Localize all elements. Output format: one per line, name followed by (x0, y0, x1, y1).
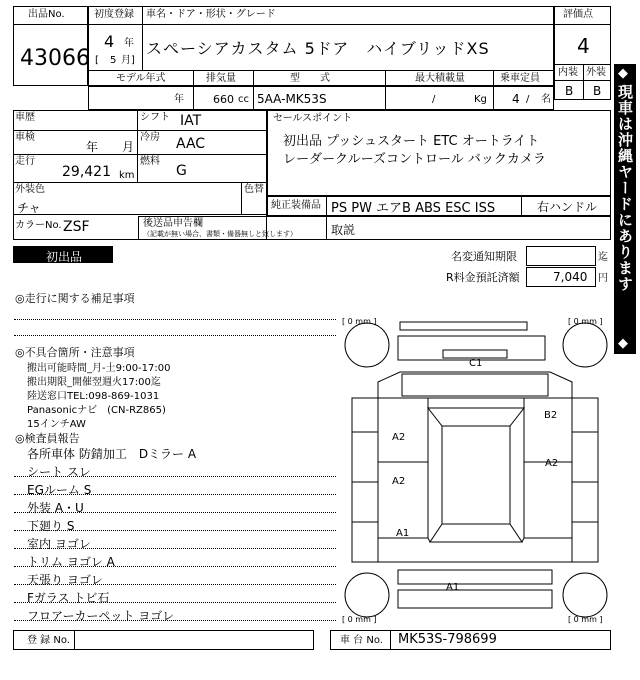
report-line: 各所車体 防錆加工 Dミラー A (27, 447, 197, 461)
damage-mark: C1 (469, 358, 483, 369)
displacement-label: 排気量 (206, 73, 236, 84)
first-reg-month: 5 (110, 55, 117, 66)
salespoint-label: セールスポイント (273, 113, 353, 124)
ac-label: 冷房 (140, 132, 160, 143)
reg-no-label: 登 録 No. (27, 635, 70, 646)
mileage-value: 29,421 (62, 164, 111, 180)
displacement-value: 660 (213, 93, 234, 106)
type-value: 5AA-MK53S (257, 92, 327, 106)
shift-label: シフト (140, 112, 170, 123)
tire-depth-rear-left: [ 0 mm ] (342, 615, 377, 624)
interior-label: 内装 (558, 67, 578, 78)
chassis-label: 車 台 No. (340, 635, 383, 646)
chassis-value: MK53S-798699 (398, 632, 497, 647)
first-listing-label: 初出品 (46, 250, 83, 264)
mileage-unit: km (119, 170, 135, 181)
tire-front-right-icon (563, 323, 607, 367)
damage-mark: A2 (392, 432, 406, 443)
notes-area (13, 287, 340, 630)
aftermarket-label: 後送品申告欄 (143, 218, 203, 229)
ac-value: AAC (176, 136, 206, 152)
damage-mark: A2 (545, 458, 559, 469)
grade-value: 4 (577, 34, 590, 58)
first-reg-year-unit: 年 (124, 38, 134, 49)
recycle-unit: 円 (598, 273, 608, 284)
location-sidebar (614, 64, 636, 354)
handle-value: 右ハンドル (537, 200, 598, 214)
fuel-label: 燃料 (140, 156, 160, 167)
shift-value: IAT (180, 113, 202, 129)
salespoint-line2: レーダークルーズコントロール バックカメラ (283, 152, 546, 167)
tire-rear-left-icon (345, 573, 389, 617)
report-line: EGルーム S (27, 483, 92, 497)
report-line: フロアーカーペット ヨゴレ (27, 609, 175, 623)
load-sep: / (432, 94, 436, 105)
notice-field (526, 246, 596, 266)
first-reg-month-open: [ (95, 55, 99, 66)
history-label: 車歴 (15, 112, 35, 123)
driving-notes-title: ◎走行に関する補足事項 (15, 292, 135, 305)
model-year-unit: 年 (174, 94, 184, 105)
car-diagram (340, 312, 612, 630)
report-line: 外装 A・U (27, 501, 84, 515)
tire-rear-right-icon (563, 573, 607, 617)
mileage-label: 走行 (15, 156, 35, 167)
report-line: 室内 ヨゴレ (27, 537, 91, 551)
exterior-grade: B (593, 84, 602, 98)
inspection-year: 年 (86, 140, 99, 154)
damage-mark: A2 (392, 476, 406, 487)
defect-line: 陸送窓口TEL:098-869-1031 (27, 391, 160, 402)
grade-label: 評価点 (563, 9, 593, 20)
tire-depth-rear-right: [ 0 mm ] (568, 615, 603, 624)
exterior-label: 外装 (586, 67, 606, 78)
type-label: 型 式 (290, 73, 330, 84)
report-line: Fガラス トビ石 (27, 591, 110, 605)
damage-mark: A1 (396, 528, 410, 539)
salespoint-line1: 初出品 プッシュスタート ETC オートライト (283, 134, 540, 149)
capacity-sep: / (526, 94, 530, 105)
inspector-title: ◎検査員報告 (15, 432, 80, 445)
color-change-label: 色替 (244, 184, 264, 195)
aftermarket-value: 取説 (331, 223, 356, 237)
capacity-unit: 名 (541, 94, 551, 105)
recycle-label: R料金預託済額 (446, 271, 520, 284)
fuel-value: G (176, 163, 187, 179)
tire-front-left-icon (345, 323, 389, 367)
equipment-value: PS PW エアB ABS ESC ISS (331, 201, 496, 216)
notice-label: 名変通知期限 (451, 250, 517, 263)
sidebar-text: 現車は沖縄ヤードにあります (616, 84, 634, 292)
recycle-value: 7,040 (553, 270, 588, 284)
defect-notes-title: ◎不具合箇所・注意事項 (15, 346, 135, 359)
defect-line: Panasonicナビ (CN-RZ865) (27, 405, 166, 416)
car-name-value: スペーシアカスタム 5ドア ハイブリッドXS (146, 39, 490, 58)
diamond-top-icon: ◆ (618, 66, 628, 81)
lot-number: 43066 (20, 46, 90, 71)
defect-line: 搬出期限_開催翌週火17:00迄 (27, 377, 161, 388)
diamond-bottom-icon: ◆ (618, 336, 628, 351)
color-value: チャ (17, 201, 41, 215)
aftermarket-note: （記載が無い場合、書類・備器無しと致します） (143, 230, 297, 238)
capacity-value: 4 (512, 92, 520, 106)
report-line: シート スレ (27, 465, 91, 479)
defect-line: 15インチAW (27, 419, 86, 430)
displacement-unit: cc (238, 94, 249, 105)
first-reg-year: 4 (104, 32, 115, 51)
equipment-label: 純正装備品 (271, 200, 321, 211)
color-no-value: ZSF (63, 219, 90, 235)
defect-line: 搬出可能時間_月-土9:00-17:00 (27, 363, 171, 374)
notice-unit: 迄 (598, 252, 608, 263)
inspection-month: 月 (122, 140, 135, 154)
tire-depth-front-right: [ 0 mm ] (568, 317, 603, 326)
first-reg-month-close: 月] (121, 55, 135, 66)
load-unit: Kg (474, 94, 487, 105)
tire-depth-front-left: [ 0 mm ] (342, 317, 377, 326)
damage-mark: B2 (544, 410, 558, 421)
report-line: トリム ヨゴレ A (27, 555, 115, 569)
lot-label: 出品No. (28, 9, 65, 20)
load-label: 最大積載量 (415, 73, 465, 84)
report-line: 下廻り S (27, 519, 75, 533)
model-year-label: モデル年式 (116, 73, 166, 84)
color-label: 外装色 (15, 184, 45, 195)
inspection-label: 車検 (15, 132, 35, 143)
car-name-label: 車名・ドア・形状・グレード (146, 9, 276, 20)
report-line: 天張り ヨゴレ (27, 573, 103, 587)
capacity-label: 乗車定員 (500, 73, 540, 84)
first-reg-label: 初度登録 (94, 9, 134, 20)
interior-grade: B (565, 84, 574, 98)
color-no-label: カラーNo. (15, 220, 62, 231)
damage-mark: A1 (446, 582, 460, 593)
